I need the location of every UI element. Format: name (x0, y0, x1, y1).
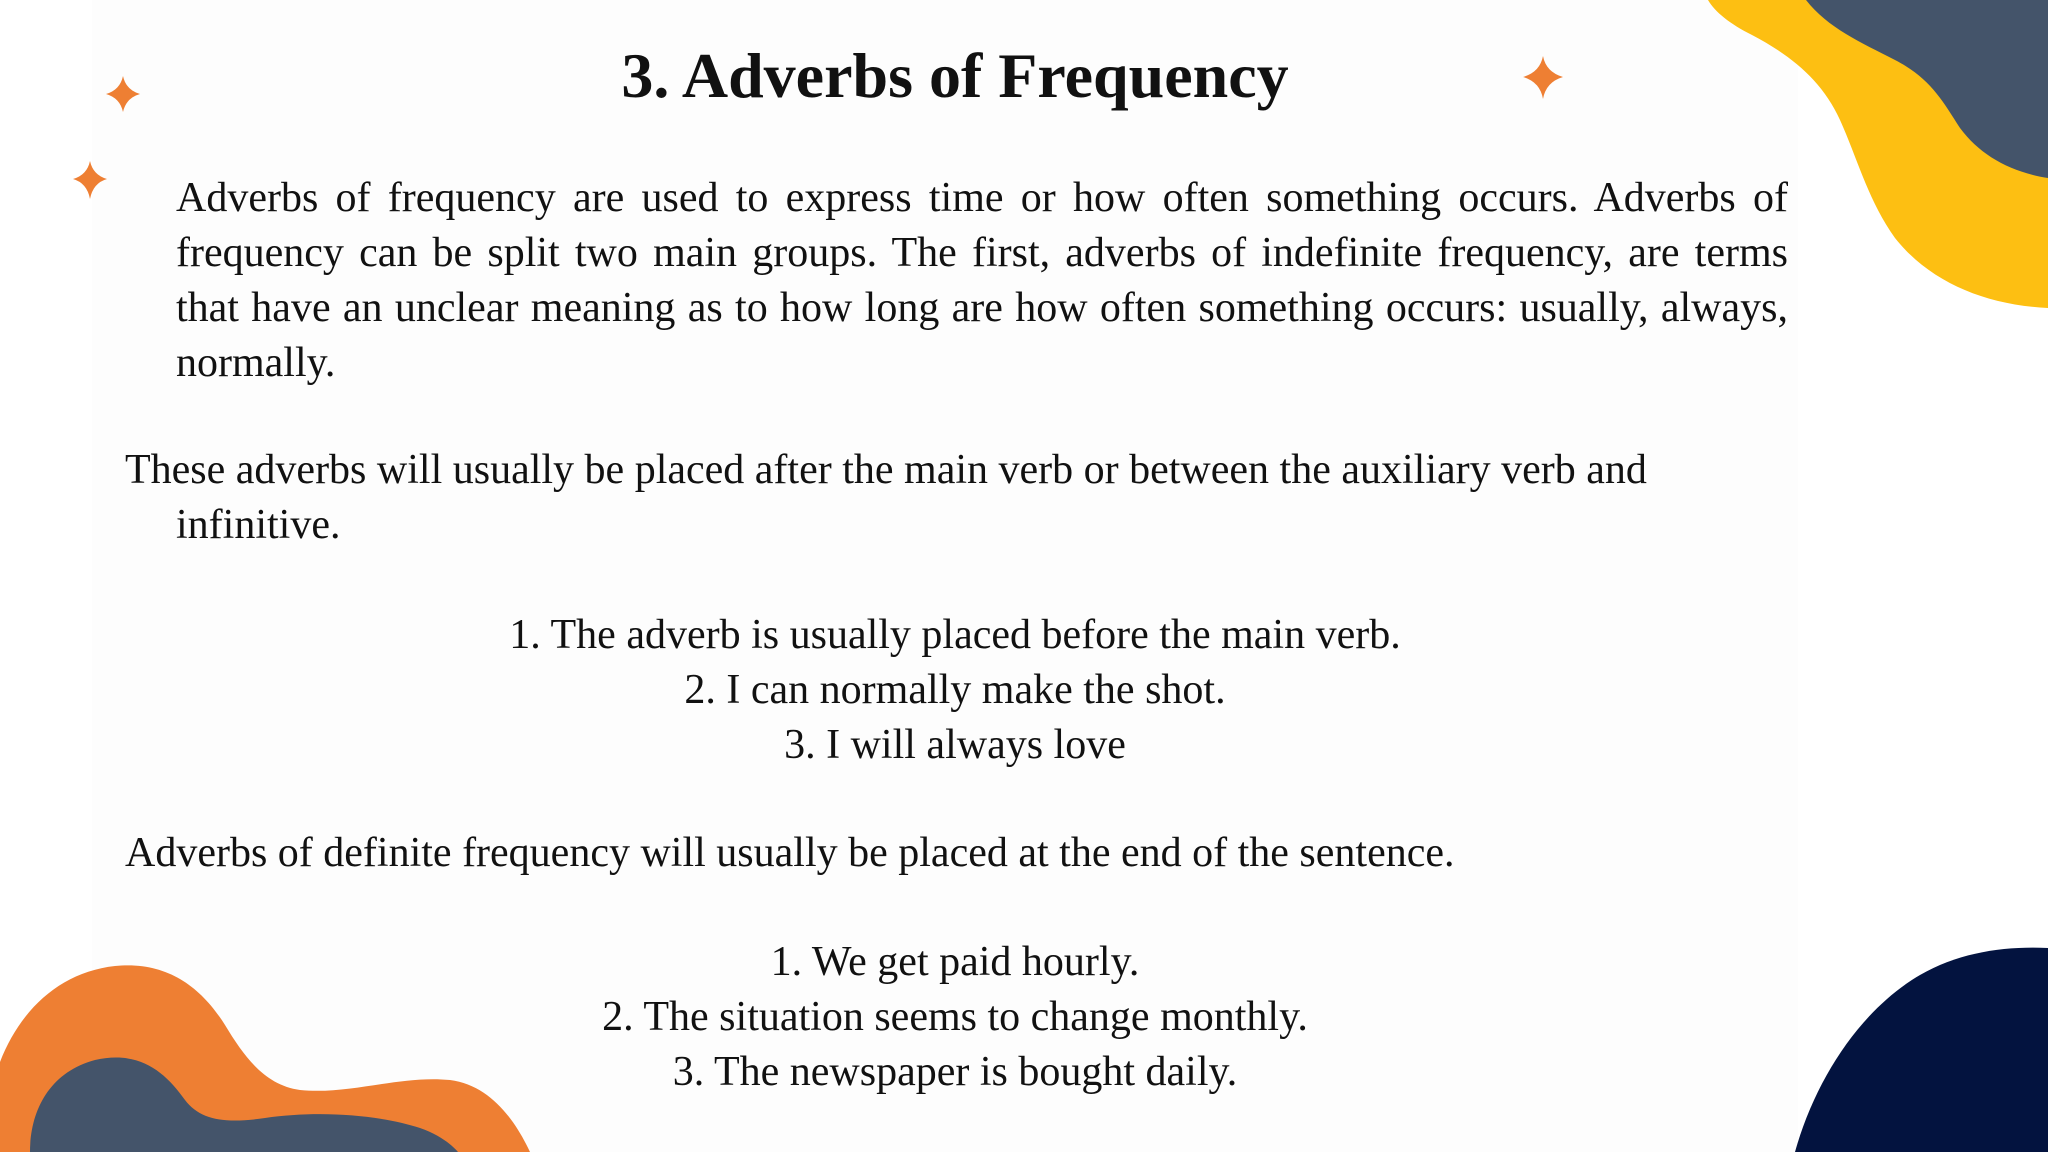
definite-paragraph: Adverbs of definite frequency will usually be placed at the end of the sentence. (125, 830, 1455, 876)
definite-examples-list (0, 935, 1910, 1100)
sparkle-icon (73, 161, 107, 199)
list-item: 3. The newspaper is bought daily. (672, 1049, 1238, 1095)
intro-paragraph: Adverbs of frequency are used to express time or how often something occurs. Adverbs of frequency can be split two main groups. The first, adverbs of indefinite frequency, are terms that have an unclear meaning as to how long are how often something occurs: usually, always, normally. (176, 175, 1788, 386)
list-item: 2. I can normally make the shot. (684, 667, 1226, 713)
list-item: 1. We get paid hourly. (770, 939, 1140, 985)
slide-title: 3. Adverbs of Frequency (621, 40, 1289, 111)
placement-paragraph: These adverbs will usually be placed after the main verb or between the auxiliary verb and infinitive. (125, 447, 1647, 548)
list-item: 1. The adverb is usually placed before the main verb. (509, 612, 1401, 658)
indefinite-examples-list (0, 608, 1910, 773)
list-item: 3. I will always love (784, 722, 1126, 768)
list-item: 2. The situation seems to change monthly. (602, 994, 1308, 1040)
